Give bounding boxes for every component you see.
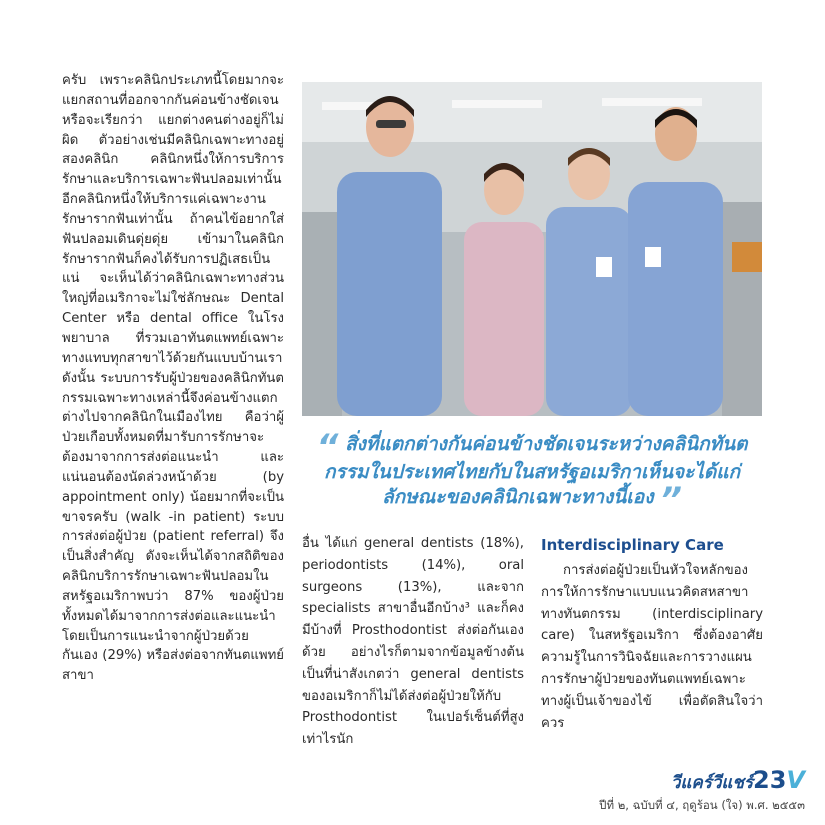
- body-text-right-column: [541, 536, 763, 734]
- magazine-name: วีแคร์วีแชร์: [670, 773, 754, 793]
- issue-info: ปีที่ ๒, ฉบับที่ ๔, ฤดูร้อน (ใจ) พ.ศ. ๒๕๕๓: [599, 798, 805, 812]
- open-quote-mark: “: [316, 427, 339, 467]
- close-quote-mark: ”: [660, 480, 683, 520]
- section-heading: Interdisciplinary Care: [541, 536, 724, 554]
- photo-illustration: [302, 82, 762, 416]
- right-column-paragraph: การส่งต่อผู้ป่วยเป็นหัวใจหลักของการให้การรักษาแบบแนวคิดสหสาขาทางทันตกรรม (interdisciplinary care) ในสหรัฐอเมริกา ซึ่งต้องอาศัยความรู้ในการวินิจฉัยและการวางแผนการรักษาผู้ป่วยของทันตแพทย์เฉพาะทางผู้เป็นเจ้าของไข้ เพื่อตัดสินใจว่าควร: [541, 563, 763, 731]
- middle-column-paragraph: อื่น ได้แก่ general dentists (18%), periodontists (14%), oral surgeons (13%), และจาก specialists สาขาอื่นอีกบ้าง³ และก็คงมีบ้างที่ Prosthodontist ส่งต่อกันเองด้วย อย่างไรก็ตามจากข้อมูลข้างต้นเป็นที่น่าสังเกตว่า general dentists ของอเมริกาก็ไม่ได้ส่งต่อผู้ป่วยให้กับ Prosthodontist ในเปอร์เซ็นต์ที่สูงเท่าไรนัก: [302, 536, 524, 748]
- pull-quote-text: สิ่งที่แตกต่างกันค่อนข้างชัดเจนระหว่างคลินิกทันตกรรมในประเทศไทยกับในสหรัฐอเมริกาเห็นจะได้แก่ลักษณะของคลินิกเฉพาะทางนี้เอง: [324, 433, 748, 508]
- body-text-left-column: [62, 71, 284, 686]
- body-text-middle-column: [302, 533, 524, 751]
- left-column-paragraph: ครับ เพราะคลินิกประเภทนี้โดยมากจะแยกสถานที่ออกจากกันค่อนข้างชัดเจน หรือจะเรียกว่า แยกต่างคนต่างอยู่ก็ไม่ผิด ตัวอย่างเช่นมีคลินิกเฉพาะทางอยู่สองคลินิก คลินิกหนึ่งให้การบริการรักษาและบริการเฉพาะฟันปลอมเท่านั้น อีกคลินิกหนึ่งให้บริการแค่เฉพาะงานรักษารากฟันเท่านั้น ถ้าคนไข้อยากใส่ฟันปลอมเดินดุ่ยดุ่ย เข้ามาในคลินิกรักษารากฟันก็คงได้รับการปฏิเสธเป็นแน่ จะเห็นได้ว่าคลินิกเฉพาะทางส่วนใหญ่ที่อเมริกาจะไม่ใช่ลักษณะ Dental Center หรือ dental office ในโรงพยาบาล ที่รวมเอาทันตแพทย์เฉพาะทางแทบทุกสาขาไว้ด้วยกันแบบบ้านเรา ดังนั้น ระบบการรับผู้ป่วยของคลินิกทันตกรรมเฉพาะทางเหล่านี้จึงค่อนข้างแตกต่างไปจากคลินิกในเมืองไทย คือว่าผู้ป่วยเกือบทั้งหมดที่มารับการรักษาจะต้องมาจากการส่งต่อแนะนำ และแน่นอนต้องนัดล่วงหน้าด้วย (by appointment only) น้อยมากที่จะเป็นขาจรครับ (walk -in patient) ระบบการส่งต่อผู้ป่วย (patient referral) จึงเป็นสิ่งสำคัญ ดังจะเห็นได้จากสถิติของคลินิกบริการรักษาเฉพาะฟันปลอมในสหรัฐอเมริกาพบว่า 87% ของผู้ป่วยทั้งหมดได้มาจากการส่งต่อและแนะนำโดยเป็นการแนะนำจากผู้ป่วยด้วยกันเอง (29%) หรือส่งต่อจากทันตแพทย์สาขา: [62, 73, 284, 684]
- page-footer: [599, 766, 805, 815]
- pull-quote: [302, 427, 762, 520]
- clinic-staff-photo: [302, 82, 762, 416]
- page-number: 23: [753, 766, 787, 794]
- page-number-suffix: V: [786, 766, 805, 794]
